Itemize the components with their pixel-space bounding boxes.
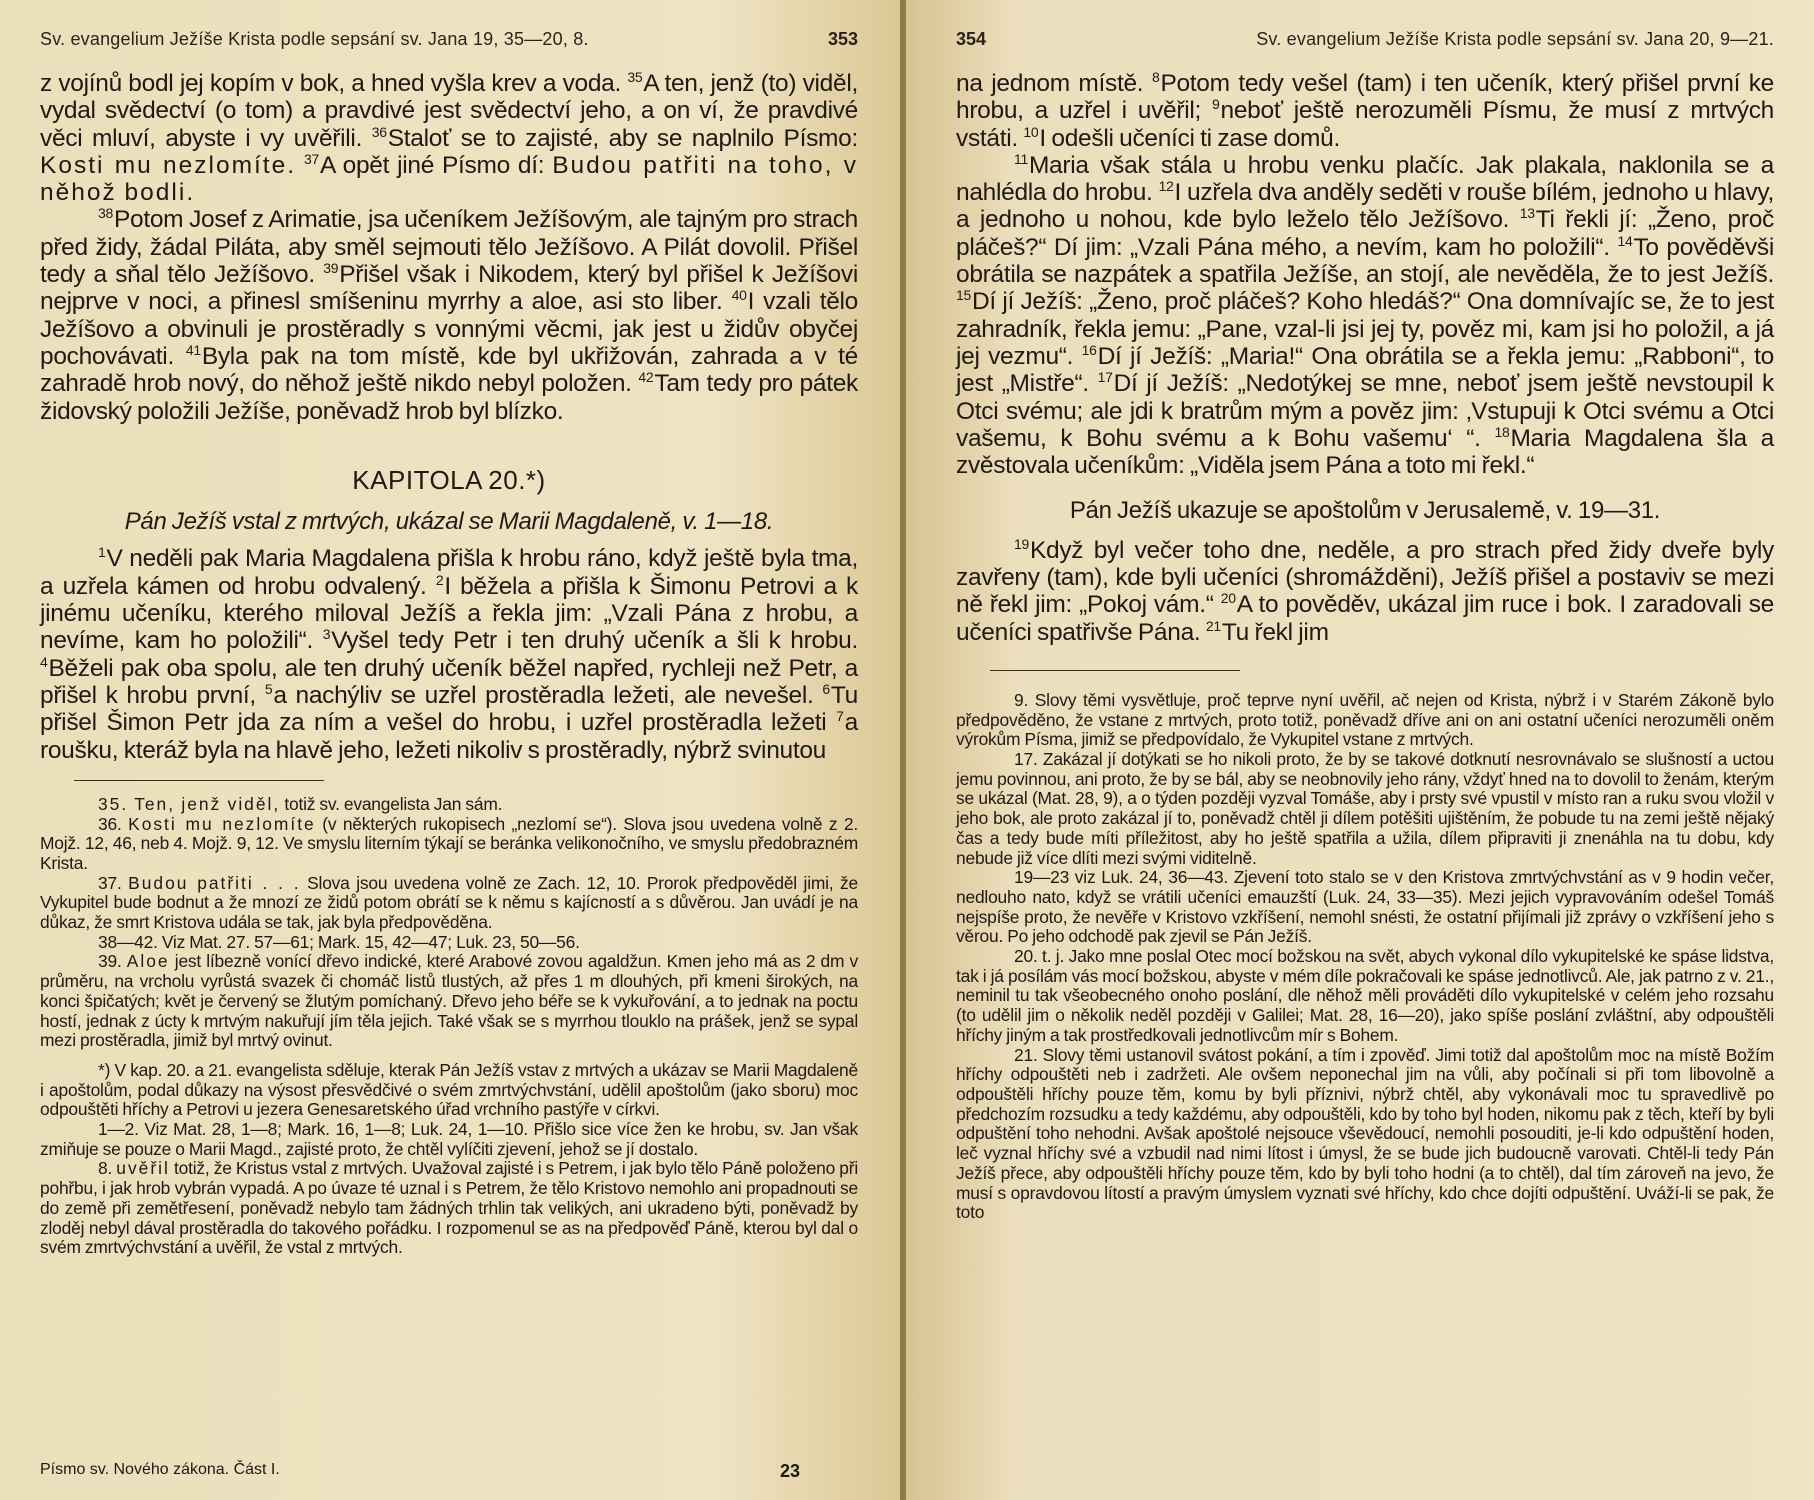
footnote-19-23: 19—23 viz Luk. 24, 36—43. Zjevení toto stalo se v den Kristova zmrtvýchvstání as v 9 hodin večer, nedlouho nato, když se vrátili učeníci emauzští (Luk. 24, 33—35). Mezi jejich vypravováním odešel Tomáš nejspíše proto, že nevěře v Kristovo vzkříšení, nemohl snésti, že ostatní přijímali již zprávy o vzkříšení jeho s věrou. Po jeho odchodě pak zjevil se Pán Ježíš. [956, 867, 1774, 947]
verse-19: Když byl večer toho dne, neděle, a pro strach před židy dveře byly zavřeny (tam), kde byli učeníci (shromážděni), Ježíš přišel a postaviv se mezi ně řekl jim: „Pokoj vám.“ [956, 536, 1774, 619]
footnote-38: 38—42. Viz Mat. 27. 57—61; Mark. 15, 42—47; Luk. 23, 50—56. [98, 931, 580, 952]
verse-number: 6 [822, 680, 830, 697]
footnote-text: jest líbezně vonící dřevo indické, které Arabové zovou agaldžun. Kmen jeho má as 2 dm v průměru, na vrcholu vyrůstá svazek či chomáč listů tlustých, až přes 1 m dlouhých, při kmeni širokých, na konci špičatých; květ je červený se žlutým pomíchaný. Dřevo jeho béře se k vykuřování, a to jednak na poctu hostí, jednak z úcty k mrtvým nakuřují jím těla jejich. Také však se s myrrhou tlouklo na prášek, jenž se sypal mezi prostěradla, jimiž byl mrtvý ovinut. [40, 951, 858, 1051]
verse-number: 2 [435, 571, 444, 588]
footnote-divider [74, 780, 324, 781]
verse-34-end: z vojínů bodl jej kopím v bok, a hned vyšla krev a voda. [40, 70, 621, 97]
verse-number: 38 [98, 205, 113, 222]
verse-number: 21 [1205, 617, 1221, 634]
right-body-text [956, 70, 1774, 646]
verse-36-quote: Kosti mu nezlomíte. [40, 151, 297, 179]
verse-number: 36 [371, 123, 387, 140]
right-page [906, 0, 1814, 1500]
footnote-star: *) V kap. 20. a 21. evangelista sděluje, kterak Pán Ježíš vstav z mrtvých a ukázav se Marii Magdaleně i apoštolům, podal důkazy na výsost přesvědčivé o svém zmrtvýchvstání, udělil apoštolům (jako sboru) moc odpouštěti hříchy a Petrovi u jezera Genesaretského úřad vrchního pastýře v církvi. [40, 1059, 858, 1120]
verse-number: 1 [98, 544, 106, 561]
section-heading-right: Pán Ježíš ukazuje se apoštolům v Jerusalemě, v. 19—31. [1069, 497, 1661, 525]
verse-20-4: Běželi pak oba spolu, ale ten druhý učeník běžel napřed, rychleji než Petr, a přišel k hrobu první, [40, 654, 858, 709]
footnote-term: Aloe [126, 951, 170, 972]
verse-37-quote: Budou patřiti na toho, v něhož bodli. [40, 151, 858, 207]
verse-number: 15 [956, 287, 971, 304]
right-running-head [956, 26, 1774, 52]
signature-number: 23 [779, 1461, 800, 1481]
verse-7-end: na jednom místě. [956, 70, 1144, 97]
left-footnotes [40, 795, 858, 1258]
verse-38: Potom Josef z Arimatie, jsa učeníkem Ježíšovým, ale tajným pro strach před židy, žádal Piláta, aby směl sejmouti tělo Ježíšovo. A Pilát dovolil. Přišel tedy a sňal tělo Ježíšovo. [40, 206, 858, 289]
left-body-text [40, 70, 858, 764]
right-paragraph-1 [956, 70, 1774, 152]
verse-20-6: Tu přišel Šimon Petr jda za ním a vešel do hrobu, i uzřel prostěradla ležeti [40, 681, 858, 737]
footnote-21: 21. Slovy těmi ustanovil svátost pokání, a tím i zpověď. Jimi totiž dal apoštolům moc na místě Božím hříchy odpouštěti neb i zadržeti. Ale ovšem neponechal jim na vůli, aby počínali si při tom libovolně a odpouštěli hříchy pouze těm, komu by byli příznivi, nýbrž chtěl, aby vykonávali moc tu spravedlivě po předchozím rozsudku a tedy každému, aby odpouštěli, kdo by toho byl hoden, nikomu pak z těch, kteří by byli odpuštění toho nehodni. Avšak apoštolé nejsouce vševědoucí, nemohli posouditi, je-li kdo odpuštění hoden, leč vyznal hříchy své a vzbudil nad nimi lítost i úmysl, že se bude jich budoucně varovati. Chtěl-li tedy Pán Ježíš přece, aby odpouštěli hříchy pouze těm, kdo by byli toho hodni (a to chtěl), dal tím zároveň na jevo, že musí s opravdovou lítostí a pravým úmyslem vyznati své hříchy, kdo chce dojíti odpuštění. Uváží-li se pak, že toto [956, 1044, 1774, 1223]
verse-number: 12 [1158, 178, 1174, 195]
verse-37: A opět jiné Písmo dí: [320, 151, 545, 179]
footnote-35 [40, 795, 858, 815]
verse-36: Staloť se to zajisté, aby se naplnilo Písmo: [387, 124, 858, 152]
verse-39: Přišel však i Nikodem, který byl přišel k Ježíšovi nejprve v noci, a přinesl smíšeninu myrrhy a aloe, asi sto liber. [40, 261, 858, 316]
verse-41: Byla pak na tom místě, kde byl ukřižován, zahrada a v té zahradě hrob nový, do něhož ještě nikdo nebyl položen. [40, 342, 858, 398]
footnote-term: Kosti mu nezlomíte [128, 813, 316, 834]
verse-10: I odešli učeníci ti zase domů. [1039, 124, 1340, 152]
footnote-36 [40, 815, 858, 874]
verse-12: I uzřela dva anděly seděti v rouše bílém, jednoho u hlavy, a jednoho u nohou, kde bylo leželo tělo Ježíšovo. [956, 179, 1774, 234]
footnote-text: totiž sv. evangelista Jan sám. [284, 793, 503, 814]
footnote-label: 8. [98, 1158, 113, 1179]
verse-number: 8 [1151, 69, 1160, 85]
left-page [0, 0, 900, 1500]
verse-number: 37 [304, 150, 319, 167]
footnote-17: 17. Zakázal jí dotýkati se ho nikoli proto, že by se takové dotknutí nesrovnávalo se slušností a uctou jemu povinnou, ani proto, že by se bál, aby se neobnovily jeho rány, vždyť hned na to dovolil to ženám, kterým se ukázal (Mat. 28, 9), a o týden později vyzval Tomáše, aby i prsty své vpustil v místo ran a ruku svou vložil v jeho bok, ale proto zakázal jí to, poněvadž chtěl ji dílem potěšiti ujištěním, že pobude tu na zemi ještě nějaký čas a tedy bude míti příležitost, aby ho ještě spatřila a užila, dílem připraviti ji znenáhla na tu dobu, kdy nebude již více dlíti mezi svými viditelně. [956, 749, 1774, 868]
left-running-title: Sv. evangelium Ježíše Krista podle sepsání sv. Jana 19, 35—20, 8. [40, 29, 589, 49]
verse-number: 17 [1097, 369, 1113, 386]
verse-42: Tam tedy pro pátek židovský položili Ježíše, poněvadž hrob byl blízko. [40, 370, 858, 425]
verse-number: 13 [1519, 205, 1535, 222]
verse-35: A ten, jenž (to) viděl, vydal svědectví (o tom) a pravdivé jest svědectví jeho, a on ví, že pravdivé věci mluví, abyste i vy uvěřili. [40, 70, 858, 152]
footnote-term: Budou patřiti . . . [128, 872, 301, 893]
footnote-37 [40, 874, 858, 933]
left-paragraph-3 [40, 545, 858, 763]
chapter-heading: KAPITOLA 20.*) [352, 464, 546, 495]
right-paragraph-2 [956, 152, 1774, 480]
footnote-text: (v některých rukopisech „nezlomí se“). Slova jsou uvedena volně z 2. Mojž. 12, 46, neb 4. Mojž. 9, 12. Ve smyslu literním týkají se beránka velikonočního, ve smyslu předobrazném Krista. [40, 813, 858, 873]
verse-number: 14 [1617, 232, 1633, 249]
right-running-title: Sv. evangelium Ježíše Krista podle sepsání sv. Jana 20, 9—21. [1256, 29, 1774, 49]
verse-number: 10 [1023, 123, 1039, 140]
verse-20-2: I běžela a přišla k Šimonu Petrovi a k jinému učeníku, kterého miloval Ježíš a řekla jim: „Vzali Pána z hrobu, a nevíme, kam ho položili“. [40, 572, 858, 655]
verse-15: Dí jí Ježíš: „Ženo, proč pláčeš? Koho hledáš?“ Ona domnívajíc se, že to jest zahradník, řekla jemu: „Pane, vzal-li jsi jej ty, pověz mi, kam jsi ho položil, a já jej vezmu“. [956, 288, 1774, 370]
verse-number: 20 [1220, 590, 1236, 607]
footnote-label: 39. [98, 951, 122, 972]
verse-20-1: V neděli pak Maria Magdalena přišla k hrobu ráno, když ještě byla tma, a uzřela kámen od hrobu odvalený. [40, 545, 858, 600]
verse-number: 3 [322, 626, 331, 643]
left-page-number: 353 [827, 29, 858, 49]
verse-number: 9 [1212, 96, 1220, 113]
footnote-1-2: 1—2. Viz Mat. 28, 1—8; Mark. 16, 1—8; Luk. 24, 1—10. Přišlo sice více žen ke hrobu, sv. Jan však zmiňuje se pouze o Marii Magd., zajisté proto, že chtěl vylíčiti zjevení, jehož se jí dostalo. [40, 1119, 858, 1159]
verse-20-3: Vyšel tedy Petr i ten druhý učeník a šli k hrobu. [331, 627, 858, 655]
verse-number: 40 [731, 287, 747, 304]
right-paragraph-3 [956, 537, 1774, 646]
footnote-text: totiž, že Kristus vstal z mrtvých. Uvažoval zajisté i s Petrem, i jak bylo tělo Páně položeno při pohřbu, i jak hrob vybrán vypadá. A po úvaze té uznal i s Petrem, že tělo Kristovo nemohlo ani propadnouti se do země při zemětřesení, poněvadž nebylo tam žádných trhlin tak velikých, ani ukradeno býti, poněvadž by zloděj nebyl dával prostěradla do takového pořádku. I rozpomenul se as na předpověď Páně, kterou byl dal o svém zmrtvýchvstání a uvěřil, že vstal z mrtvých. [40, 1158, 858, 1258]
verse-21: Tu řekl jim [1221, 618, 1329, 646]
verse-11: Maria však stála u hrobu venku plačíc. Jak plakala, naklonila se a nahlédla do hrobu. [956, 151, 1774, 207]
footnote-label: 37. [98, 872, 122, 893]
verse-number: 19 [1014, 535, 1029, 552]
footnote-39 [40, 952, 858, 1051]
right-footnotes [956, 691, 1774, 1223]
footnote-label: 36. [98, 813, 122, 834]
footnote-term: 35. Ten, jenž viděl, [98, 793, 281, 814]
verse-14: To pověděvši obrátila se nazpátek a spatřila Ježíše, an stojí, ale nevěděla, že to jest Ježíš. [956, 233, 1775, 289]
section-heading-left: Pán Ježíš vstal z mrtvých, ukázal se Marii Magdaleně, v. 1—18. [124, 508, 774, 536]
verse-18: Maria Magdalena šla a zvěstovala učeníkům: „Viděla jsem Pána a toto mi řekl.“ [956, 424, 1775, 480]
verse-20: A to pověděv, ukázal jim ruce i bok. I zaradovali se učeníci spatřivše Pána. [956, 591, 1774, 646]
verse-number: 7 [836, 708, 844, 725]
verse-number: 35 [627, 69, 643, 85]
verse-number: 18 [1494, 423, 1510, 440]
footnote-divider [990, 670, 1240, 671]
verse-number: 39 [323, 260, 339, 277]
left-paragraph-2 [40, 206, 858, 424]
printer-signature: Písmo sv. Nového zákona. Část I. [40, 1461, 280, 1478]
verse-number: 42 [638, 369, 654, 386]
verse-number: 16 [1081, 341, 1097, 358]
right-page-number: 354 [956, 29, 987, 49]
footnote-8 [40, 1159, 858, 1258]
footnote-term: uvěřil [116, 1158, 170, 1179]
left-page-footer [40, 1461, 840, 1482]
verse-40: I vzali tělo Ježíšovo a obvinuli je prostěradly s vonnými věcmi, jak jest u židův obyčej pochovávati. [40, 288, 858, 370]
verse-20-5: a nachýliv se uzřel prostěradla ležeti, ale nevešel. [273, 681, 814, 709]
verse-number: 11 [1014, 150, 1028, 167]
footnote-text: Slova jsou uvedena volně ze Zach. 12, 10. Prorok předpověděl jimi, že Vykupitel bude bodnut a že mnozí ze židů potom obrátí se k němu s kajícností a s důvěrou. Jan uvádí je na důkaz, že smrt Kristova udála se tak, jak byla předpověděna. [40, 872, 858, 933]
footnote-9: 9. Slovy těmi vysvětluje, proč teprve nyní uvěřil, ač nejen od Krista, nýbrž i v Starém Zákoně bylo předpověděno, že vstane z mrtvých, proto totiž, poněvadž dříve ani on ani ostatní učeníci nerozuměli oněm výrokům Písma, jimiž se předpovídalo, že Vykupitel vstane z mrtvých. [956, 689, 1774, 750]
verse-16: Dí jí Ježíš: „Maria!“ Ona obrátila se a řekla jemu: „Rabboni“, to jest „Mistře“. [956, 342, 1774, 398]
verse-9: neboť ještě nerozuměli Písmu, že musí z mrtvých vstáti. [956, 97, 1774, 152]
verse-number: 41 [185, 341, 201, 358]
footnote-20: 20. t. j. Jako mne poslal Otec mocí božskou na svět, abych vykonal dílo vykupitelské ke spáse lidstva, tak i já posílám vás mocí božskou, abyste v mém díle pokračovali ke spáse jednotlivců. Ale, jak patrno z v. 21., neminil tu tak všeobecného onoho poslání, dle něhož měli prováděti dílo vykupitelské v celém jeho rozsahu (to udělil jim o několik neděl později v Galilei; Mat. 28, 16—20), jako spíše poslání zvláštní, aby odpouštěli hříchy jiným a tak prostředkovali jednotlivcům mír s Bohem. [956, 946, 1774, 1045]
left-running-head [40, 26, 858, 52]
verse-8: Potom tedy vešel (tam) i ten učeník, který přišel první ke hrobu, a uzřel i uvěřil; [956, 70, 1774, 125]
verse-number: 4 [40, 653, 48, 670]
left-paragraph-1 [40, 70, 858, 206]
verse-number: 5 [264, 680, 273, 697]
verse-20-7: a roušku, kteráž byla na hlavě jeho, ležeti nikoliv s prostěradly, nýbrž svinutou [40, 709, 858, 764]
verse-17: Dí jí Ježíš: „Nedotýkej se mne, neboť jsem ještě nevstoupil k Otci svému; ale jdi k bratrům mým a pověz jim: ‚Vstupuji k Otci svému a Otci vašemu, k Bohu svému a k Bohu vašemu‘ “. [956, 370, 1774, 452]
verse-13: Ti řekli jí: „Ženo, proč pláčeš?“ Dí jim: „Vzali Pána mého, a nevím, kam ho položili“. [956, 206, 1774, 261]
